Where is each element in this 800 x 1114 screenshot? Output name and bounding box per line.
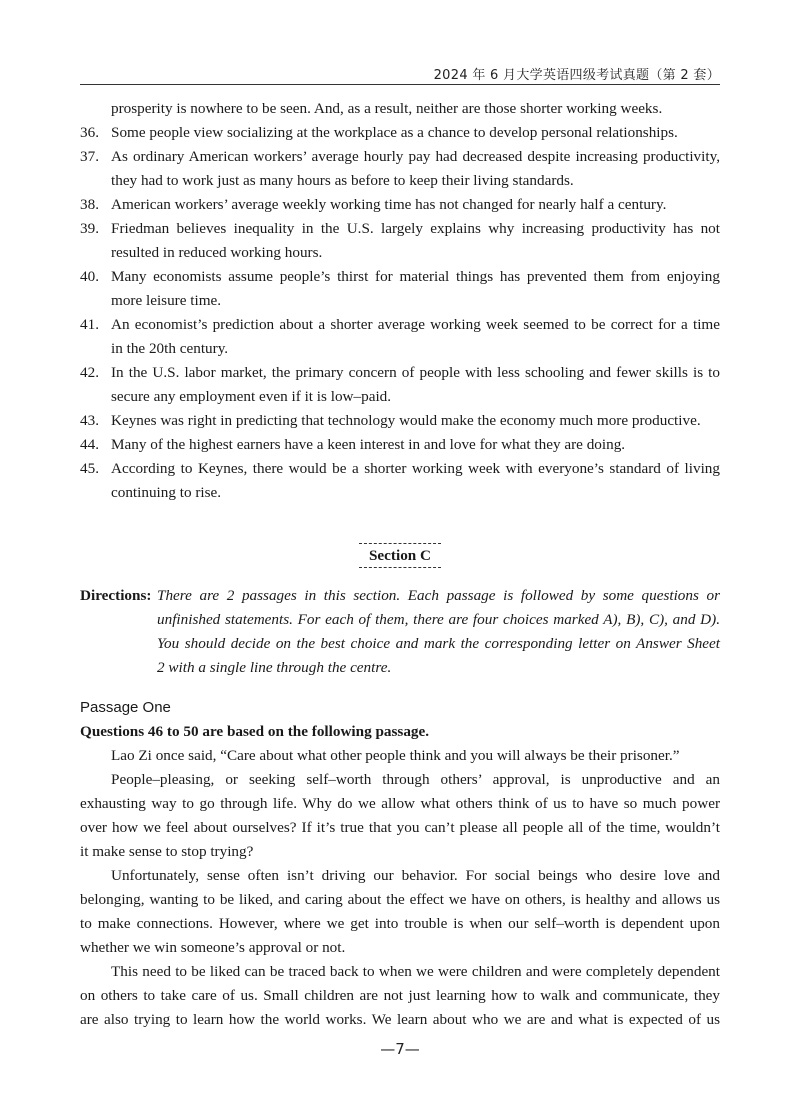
directions-line: 2 with a single line through the centre. <box>157 659 392 676</box>
statement-number: 37. <box>80 148 99 165</box>
statement-44 <box>80 433 720 457</box>
paragraph <box>80 864 720 960</box>
statement-line: Friedman believes inequality in the U.S. largely explains why increasing productivity has not <box>111 220 720 237</box>
questions-header: Questions 46 to 50 are based on the following passage. <box>80 723 430 740</box>
statement-36 <box>80 121 720 145</box>
statement-text <box>111 193 720 217</box>
paragraph-line: over how we feel about ourselves? If it’s true that you can’t please all people all of the time, wouldn’t <box>80 819 720 836</box>
paragraph-line: belonging, wanting to be liked, and caring about the effect we have on others, is healthy and allows us <box>80 891 720 908</box>
statement-41 <box>80 313 720 361</box>
statement-line: Keynes was right in predicting that technology would make the economy much more productive. <box>111 412 701 429</box>
directions-line: There are 2 passages in this section. Each passage is followed by some questions or <box>157 587 720 604</box>
statement-text <box>111 217 720 265</box>
statement-line: continuing to rise. <box>111 484 222 501</box>
paragraph-line: are also trying to learn how the world works. We learn about who we are and what is expected of us <box>80 1011 720 1028</box>
statement-43 <box>80 409 720 433</box>
paragraph-line: Lao Zi once said, “Care about what other people think and you will always be their prisoner.” <box>111 747 680 764</box>
directions-block <box>80 584 720 680</box>
statement-number: 36. <box>80 124 99 141</box>
page-content <box>80 97 720 1032</box>
statement-line: According to Keynes, there would be a shorter working week with everyone’s standard of living <box>111 460 720 477</box>
header-rule <box>80 84 720 85</box>
statement-line: in the 20th century. <box>111 340 229 357</box>
paragraph <box>80 744 720 768</box>
statement-number: 40. <box>80 268 99 285</box>
statement-line: American workers’ average weekly working time has not changed for nearly half a century. <box>111 196 667 213</box>
paragraph-line: on others to take care of us. Small children are not just learning how to walk and communicate, they <box>80 987 720 1004</box>
paragraph-line: it make sense to stop trying? <box>80 843 254 860</box>
directions-label: Directions: <box>80 587 152 604</box>
statement-line: Some people view socializing at the workplace as a chance to develop personal relationships. <box>111 124 678 141</box>
statement-text <box>111 313 720 361</box>
statement-37 <box>80 145 720 193</box>
directions-line: You should decide on the best choice and mark the corresponding letter on Answer Sheet <box>157 635 720 652</box>
statement-38 <box>80 193 720 217</box>
paragraph-line: People–pleasing, or seeking self–worth through others’ approval, is unproductive and an <box>111 771 720 788</box>
section-title: Section C <box>359 543 441 568</box>
statement-line: secure any employment even if it is low–paid. <box>111 388 392 405</box>
statement-line: An economist’s prediction about a shorter average working week seemed to be correct for a time <box>111 316 720 333</box>
page-number: —7— <box>380 1040 420 1058</box>
statement-line: resulted in reduced working hours. <box>111 244 323 261</box>
statement-line: Many of the highest earners have a keen interest in and love for what they are doing. <box>111 436 626 453</box>
statement-39 <box>80 217 720 265</box>
statement-line: more leisure time. <box>111 292 222 309</box>
passage-body <box>80 744 720 1032</box>
directions-line: unfinished statements. For each of them, there are four choices marked A), B), C), and D). <box>157 611 720 628</box>
statement-text <box>111 457 720 505</box>
statement-42 <box>80 361 720 409</box>
statement-number: 43. <box>80 412 99 429</box>
statement-line: they had to work just as many hours as before to keep their living standards. <box>111 172 574 189</box>
running-header: 2024 年 6 月大学英语四级考试真题（第 2 套） <box>433 68 720 83</box>
statement-text <box>111 145 720 193</box>
statement-45 <box>80 457 720 505</box>
statement-number: 41. <box>80 316 99 333</box>
statement-line: In the U.S. labor market, the primary concern of people with less schooling and fewer skills is to <box>111 364 720 381</box>
statement-text <box>111 409 720 433</box>
statement-line: As ordinary American workers’ average hourly pay had decreased despite increasing productivity, <box>111 148 720 165</box>
directions-text <box>157 584 720 680</box>
paragraph <box>80 768 720 864</box>
statement-number: 39. <box>80 220 99 237</box>
statement-number: 44. <box>80 436 99 453</box>
statement-text <box>111 265 720 313</box>
statement-text <box>111 121 720 145</box>
statement-number: 38. <box>80 196 99 213</box>
statement-list <box>80 121 720 505</box>
paragraph-line: Unfortunately, sense often isn’t driving our behavior. For social beings who desire love and <box>111 867 720 884</box>
passage-label: Passage One <box>80 699 171 716</box>
statement-number: 42. <box>80 364 99 381</box>
paragraph-line: exhausting way to go through life. Why do we allow what others think of us to have so much power <box>80 795 720 812</box>
section-heading-wrap <box>80 543 720 568</box>
statement-line: Many economists assume people’s thirst for material things has prevented them from enjoying <box>111 268 720 285</box>
paragraph-line: to make connections. However, where we get into trouble is when our self–worth is dependent upon <box>80 915 720 932</box>
statement-text <box>111 433 720 457</box>
paragraph <box>80 960 720 1032</box>
statement-number: 45. <box>80 460 99 477</box>
statement-text <box>111 361 720 409</box>
statement-40 <box>80 265 720 313</box>
paragraph-line: This need to be liked can be traced back to when we were children and were completely dependent <box>111 963 720 980</box>
paragraph-line: whether we win someone’s approval or not. <box>80 939 346 956</box>
continuation-line: prosperity is nowhere to be seen. And, as a result, neither are those shorter working weeks. <box>111 100 663 117</box>
